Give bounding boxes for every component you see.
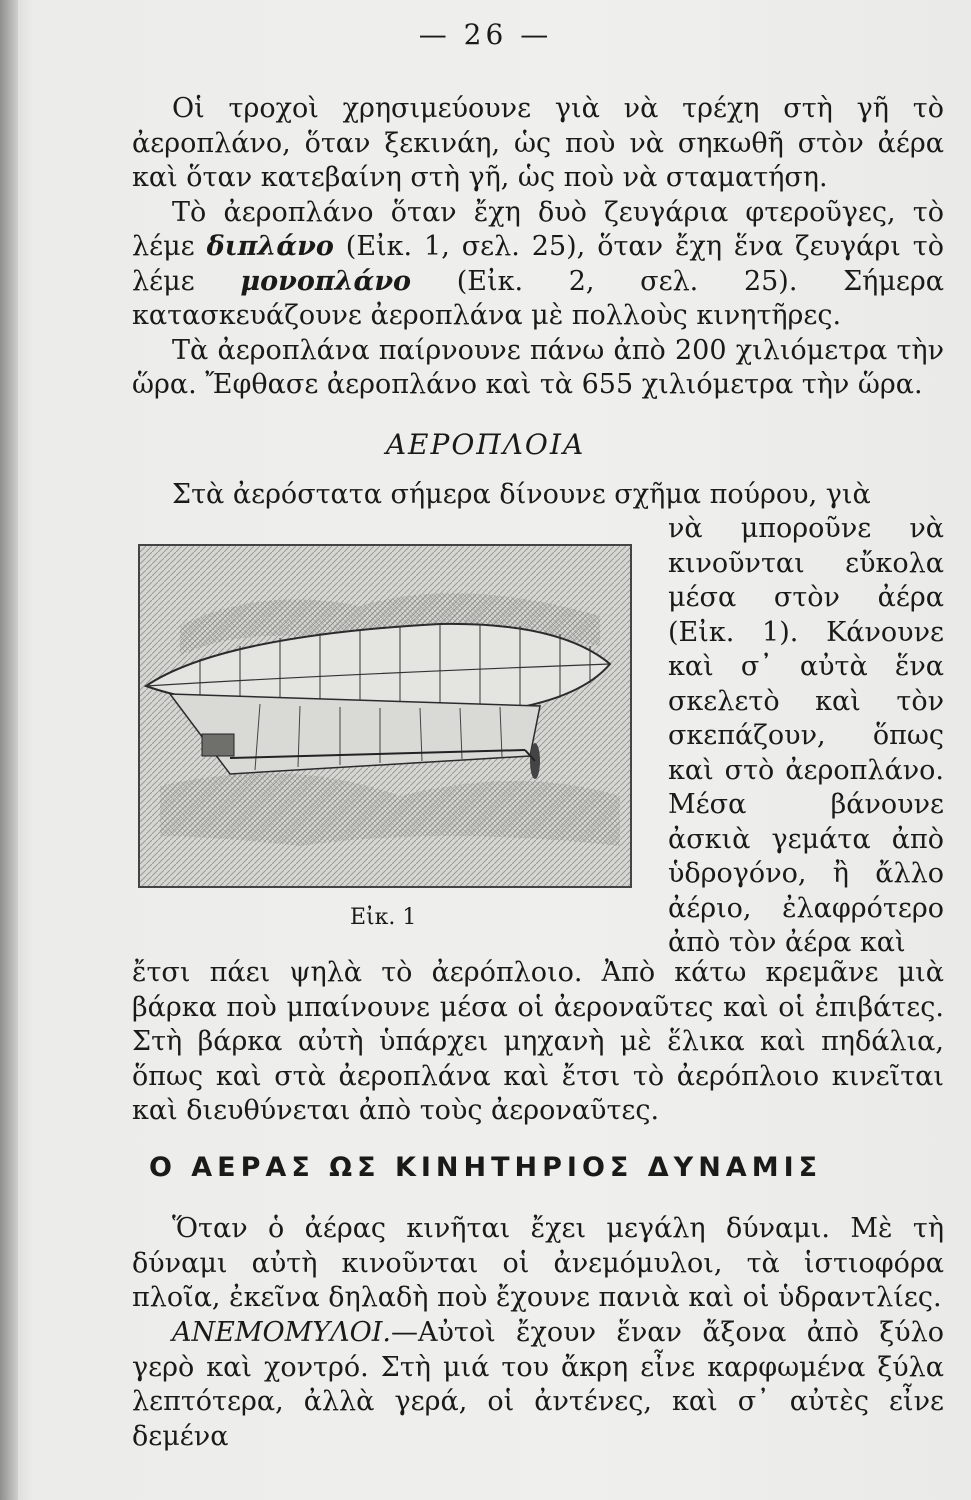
heading-air-power: Ο ΑΕΡΑΣ ΩΣ ΚΙΝΗΤΗΡΙΟΣ ΔΥΝΑΜΙΣ: [148, 1152, 823, 1183]
paragraph-biplane: Τὸ ἀεροπλάνο ὅταν ἔχη δυὸ ζευγάρια φτεροῦγες, τὸ λέμε διπλάνο (Εἰκ. 1, σελ. 25), ὅταν ἔχη ἕνα ζευγάρι τὸ λέμε μονοπλάνο (Εἰκ. 2, σελ. 25). Σήμερα κατασκευάζουνε ἀεροπλάνα μὲ πολλοὺς κινητῆρες.: [132, 196, 945, 331]
side-column-text: νὰ μποροῦνε νὰ κινοῦνται εὔκολα μέσα στὸν ἀέρα (Εἰκ. 1). Κάνουνε καὶ σ᾽ αὐτὰ ἕνα σκελετὸ καὶ τὸν σκεπάζουν, ὅπως καὶ στὸ ἀεροπλάνο. Μέσα βάνουνε ἀσκιὰ γεμάτα ἀπὸ ὑδρογόνο, ἢ ἄλλο ἀέριο, ἐλαφρότερο ἀπὸ τὸν ἀέρα καὶ: [668, 513, 944, 958]
figure-caption: Εἰκ. 1: [350, 905, 417, 930]
aeroploia-continuation: ἔτσι πάει ψηλὰ τὸ ἀερόπλοιο. Ἀπὸ κάτω κρεμᾶνε μιὰ βάρκα ποὺ μπαίνουνε μέσα οἱ ἀεροναῦτες καὶ οἱ ἐπιβάτες. Στὴ βάρκα αὐτὴ ὑπάρχει μηχανὴ μὲ ἕλικα καὶ πηδάλια, ὅπως καὶ στὰ ἀεροπλάνα καὶ ἔτσι τὸ ἀερόπλοιο κινεῖται καὶ διευθύνεται ἀπὸ τοὺς ἀεροναῦτες.: [132, 957, 944, 1126]
section-title-aeroploia: ΑΕΡΟΠΛΟΙΑ: [385, 428, 586, 461]
intro-text: [132, 92, 944, 403]
paragraph-windmills: ΑΝΕΜΟΜΥΛΟΙ.—Αὐτοὶ ἔχουν ἕναν ἄξονα ἀπὸ ξύλο γερὸ καὶ χοντρό. Στὴ μιά του ἄκρη εἶνε καρφωμένα ξύλα λεπτότερα, ἀλλὰ γερά, οἱ ἀντένες, καὶ σ᾽ αὐτὲς εἶνε δεμένα: [132, 1317, 944, 1452]
page-number: — 26 —: [418, 18, 553, 51]
paragraph-wheels: Οἱ τροχοὶ χρησιμεύουνε γιὰ νὰ τρέχη στὴ γῆ τὸ ἀεροπλάνο, ὅταν ξεκινάη, ὡς ποὺ νὰ σηκωθῆ στὸν ἀέρα καὶ ὅταν κατεβαίνη στὴ γῆ, ὡς ποὺ νὰ σταματήση.: [132, 93, 944, 193]
airship-illustration: [138, 544, 632, 888]
aeroploia-first-line: Στὰ ἀερόστατα σήμερα δίνουνε σχῆμα πούρου, γιὰ: [172, 479, 871, 510]
windmill-heading: ΑΝΕΜΟΜΥΛΟΙ.: [172, 1317, 391, 1348]
page-edge: [0, 0, 18, 1500]
term-biplane: διπλάνο: [206, 231, 334, 262]
paragraph-speed: Τὰ ἀεροπλάνα παίρνουνε πάνω ἀπὸ 200 χιλιόμετρα τὴν ὥρα. Ἔφθασε ἀεροπλάνο καὶ τὰ 655 χιλιόμετρα τὴν ὥρα.: [132, 334, 944, 400]
paragraph-air-power: Ὅταν ὁ ἀέρας κινῆται ἔχει μεγάλη δύναμι. Μὲ τὴ δύναμι αὐτὴ κινοῦνται οἱ ἀνεμόμυλοι, τὰ ἱστιοφόρα πλοῖα, ἐκεῖνα δηλαδὴ ποὺ ἔχουνε πανιὰ καὶ οἱ ὑδραντλίες.: [132, 1213, 944, 1313]
term-monoplane: μονοπλάνο: [240, 265, 412, 297]
